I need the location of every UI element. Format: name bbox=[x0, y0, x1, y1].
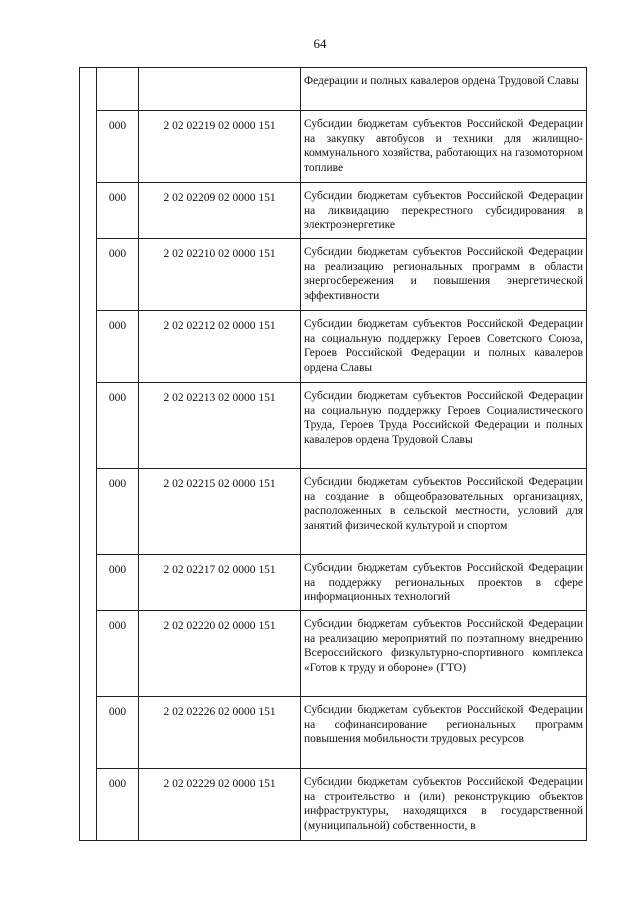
description-text: Субсидии бюджетам субъектов Российской Федерации на реализацию региональных программ в области энергосбережения и повышения энергетической эффективности bbox=[304, 246, 583, 302]
admin-cell bbox=[97, 183, 139, 239]
code-cell bbox=[139, 311, 301, 383]
description-cell bbox=[301, 611, 587, 697]
admin-code: 000 bbox=[108, 320, 127, 332]
admin-cell bbox=[97, 697, 139, 769]
admin-cell bbox=[97, 111, 139, 183]
table-row bbox=[80, 769, 587, 841]
table-row bbox=[80, 555, 587, 611]
budget-code: 2 02 02220 02 0000 151 bbox=[163, 620, 276, 632]
table-row bbox=[80, 611, 587, 697]
budget-code: 2 02 02215 02 0000 151 bbox=[163, 478, 276, 490]
code-cell bbox=[139, 68, 301, 111]
admin-code: 000 bbox=[108, 120, 127, 132]
admin-code: 000 bbox=[108, 478, 127, 490]
table-row bbox=[80, 697, 587, 769]
admin-code: 000 bbox=[108, 248, 127, 260]
continuation-text: Федерации и полных кавалеров ордена Трудовой Славы bbox=[304, 75, 579, 87]
code-cell bbox=[139, 239, 301, 311]
description-cell bbox=[301, 311, 587, 383]
admin-code: 000 bbox=[108, 192, 127, 204]
budget-code: 2 02 02209 02 0000 151 bbox=[163, 192, 276, 204]
budget-code: 2 02 02226 02 0000 151 bbox=[163, 706, 276, 718]
table-row bbox=[80, 183, 587, 239]
budget-code: 2 02 02217 02 0000 151 bbox=[163, 564, 276, 576]
admin-code: 000 bbox=[108, 778, 127, 790]
admin-cell bbox=[97, 383, 139, 469]
description-text: Субсидии бюджетам субъектов Российской Федерации на социальную поддержку Героев Социалистического Труда, Героев Труда Российской Федерации и полных кавалеров ордена Трудовой Славы bbox=[304, 390, 583, 446]
description-cell bbox=[301, 469, 587, 555]
budget-code: 2 02 02219 02 0000 151 bbox=[163, 120, 276, 132]
description-cell bbox=[301, 555, 587, 611]
code-cell bbox=[139, 611, 301, 697]
code-cell bbox=[139, 383, 301, 469]
budget-code: 2 02 02212 02 0000 151 bbox=[163, 320, 276, 332]
code-cell bbox=[139, 111, 301, 183]
code-cell bbox=[139, 183, 301, 239]
description-cell bbox=[301, 183, 587, 239]
description-cell bbox=[301, 239, 587, 311]
description-cell bbox=[301, 383, 587, 469]
budget-code: 2 02 02213 02 0000 151 bbox=[163, 392, 276, 404]
description-text: Субсидии бюджетам субъектов Российской Федерации на софинансирование региональных программ повышения мобильности трудовых ресурсов bbox=[304, 704, 583, 745]
description-text: Субсидии бюджетам субъектов Российской Федерации на поддержку региональных проектов в сфере информационных технологий bbox=[304, 562, 583, 603]
description-text: Субсидии бюджетам субъектов Российской Федерации на социальную поддержку Героев Советского Союза, Героев Российской Федерации и полных кавалеров ордена Славы bbox=[304, 318, 583, 374]
admin-cell bbox=[97, 311, 139, 383]
blank-column-cell bbox=[80, 68, 97, 841]
table-row-continuation bbox=[80, 68, 587, 111]
budget-code: 2 02 02229 02 0000 151 bbox=[163, 778, 276, 790]
code-cell bbox=[139, 469, 301, 555]
table-row bbox=[80, 383, 587, 469]
description-cell bbox=[301, 769, 587, 841]
table-row bbox=[80, 111, 587, 183]
table-row bbox=[80, 239, 587, 311]
code-cell bbox=[139, 769, 301, 841]
code-cell bbox=[139, 697, 301, 769]
code-cell bbox=[139, 555, 301, 611]
description-cell bbox=[301, 68, 587, 111]
admin-cell bbox=[97, 239, 139, 311]
budget-classification-table bbox=[79, 67, 587, 841]
admin-cell bbox=[97, 469, 139, 555]
admin-code: 000 bbox=[108, 706, 127, 718]
budget-code: 2 02 02210 02 0000 151 bbox=[163, 248, 276, 260]
admin-cell bbox=[97, 68, 139, 111]
admin-code: 000 bbox=[108, 392, 127, 404]
description-text: Субсидии бюджетам субъектов Российской Федерации на реализацию мероприятий по поэтапному внедрению Всероссийского физкультурно-спортивного комплекса «Готов к труду и обороне» (ГТО) bbox=[304, 618, 583, 674]
description-text: Субсидии бюджетам субъектов Российской Федерации на создание в общеобразовательных организациях, расположенных в сельской местности, условий для занятий физической культурой и спортом bbox=[304, 476, 583, 532]
table-row bbox=[80, 311, 587, 383]
admin-code: 000 bbox=[108, 620, 127, 632]
admin-code: 000 bbox=[108, 564, 127, 576]
description-text: Субсидии бюджетам субъектов Российской Федерации на строительство и (или) реконструкцию объектов инфраструктуры, находящихся в государственной (муниципальной) собственности, в bbox=[304, 776, 583, 832]
admin-cell bbox=[97, 611, 139, 697]
description-text: Субсидии бюджетам субъектов Российской Федерации на ликвидацию перекрестного субсидирования в электроэнергетике bbox=[304, 190, 583, 231]
table-row bbox=[80, 469, 587, 555]
admin-cell bbox=[97, 769, 139, 841]
admin-cell bbox=[97, 555, 139, 611]
page-number: 64 bbox=[313, 36, 327, 51]
description-cell bbox=[301, 111, 587, 183]
description-text: Субсидии бюджетам субъектов Российской Федерации на закупку автобусов и техники для жилищно-коммунального хозяйства, работающих на газомоторном топливе bbox=[304, 118, 583, 174]
description-cell bbox=[301, 697, 587, 769]
